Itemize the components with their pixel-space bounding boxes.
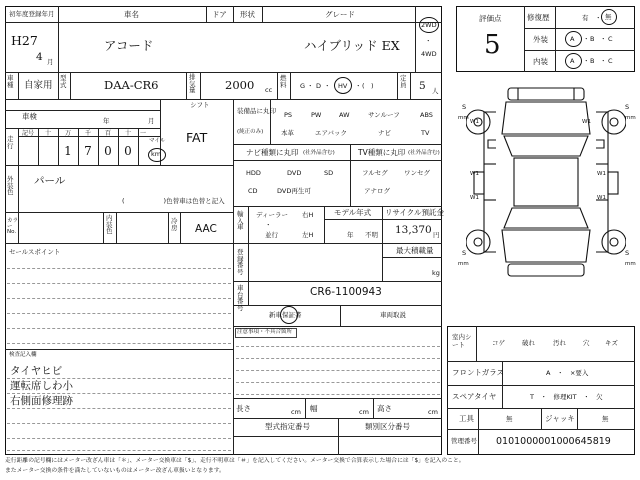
chassis-no-value: CR6-1100943 [310, 286, 382, 298]
equip-airbag: エアバック [315, 129, 347, 137]
fuel-other: ( ) [362, 82, 374, 90]
score-value: 5 [484, 30, 501, 60]
fuel-hv: HV [338, 82, 348, 90]
lbl-jack: ジャッキ [545, 414, 575, 423]
windshield-value: A ・ ×要入 [546, 369, 589, 377]
diagram-w1-f: W1 [597, 195, 606, 201]
int-grade-a: A [570, 57, 575, 65]
drive-2wd: 2WD [421, 21, 437, 29]
drive-dot: ・ [425, 37, 432, 45]
navi-dvd-play: DVD再生可 [277, 187, 311, 195]
length-cm: cm [291, 408, 301, 416]
tools-value: 無 [506, 415, 513, 423]
insp-month-unit: 月 [148, 117, 155, 125]
int-grade-b: B [590, 57, 595, 65]
height-cm: cm [428, 408, 438, 416]
lbl-tools: 工具 [459, 414, 474, 423]
ruled-line [7, 298, 231, 299]
fuel-dot-1: ・ [307, 82, 314, 90]
navi-cd: CD [248, 187, 258, 195]
ext-grade-c: C [608, 35, 613, 43]
odometer-header: 十 [44, 129, 51, 137]
diagram-w1-b: W1 [582, 119, 591, 125]
lbl-displacement: 排気量 [189, 73, 196, 94]
fuel-g: G [300, 82, 306, 90]
odometer-header: 十 [124, 129, 131, 137]
equip-tv: TV [421, 129, 430, 137]
navi-hdd: HDD [246, 169, 261, 177]
new-warranty: 新車保証書 [269, 311, 302, 319]
footer-note-1: 走行距離の記号欄にはメーター改ざん車は「＊」、メーター交換車は「$」、走行不明車は「＃」を記入してください。メーター交換で合算表示した場合には「$」を記入のこと。 [5, 458, 465, 464]
repair-no: 無 [605, 13, 612, 21]
ext-grade-a: A [570, 35, 575, 43]
ac-value: AAC [195, 223, 217, 235]
cc-unit: cc [265, 86, 273, 94]
equip-aw: AW [339, 111, 350, 119]
model-year-nen: 年 [347, 231, 354, 239]
odometer-digit [38, 136, 58, 165]
lbl-tv-type: TV種類に丸印 [358, 148, 406, 157]
diagram-mm-top-left: mm [458, 115, 469, 121]
equip-navi: ナビ [378, 129, 391, 137]
note-1: タイヤヒビ [10, 365, 63, 377]
lbl-model-year: モデル年式 [334, 208, 372, 217]
ruled-line [7, 268, 231, 269]
odometer-digit: 7 [84, 143, 92, 158]
odometer-digit: 0 [124, 143, 132, 158]
navi-dvd: DVD [287, 169, 302, 177]
ruled-line [7, 423, 231, 424]
lbl-exterior: 外装色 [7, 175, 14, 196]
ruled-line [236, 394, 440, 395]
lbl-max-load: 最大積載量 [396, 246, 434, 255]
width-cm: cm [359, 408, 369, 416]
jack-value: 無 [602, 415, 609, 423]
km-unit: km [151, 150, 162, 158]
mgmt-value: 0101000001000645819 [496, 436, 611, 447]
yen-unit: 円 [433, 231, 440, 239]
repair-dot: ・ [595, 14, 602, 22]
odometer-header: 記号 [21, 129, 34, 137]
ruled-line [7, 328, 231, 329]
lbl-navi-type: ナビ種類に丸印 [246, 148, 299, 157]
tv-oneseg: ワンセグ [404, 169, 430, 177]
ruled-line [7, 408, 231, 409]
lbl-notes-block: 注意事項・不具合箇所 [237, 329, 293, 335]
diagram-s-bottom-right: S [625, 249, 630, 257]
lbl-recycle: リサイクル預託金 [385, 208, 444, 217]
ruled-line [7, 450, 231, 451]
spare-value: T ・ 修理KIT ・ 欠 [530, 393, 603, 401]
model-year-unknown: 不明 [365, 231, 378, 239]
hdr-grade: グレード [325, 10, 355, 19]
odometer-digit: 1 [64, 143, 72, 158]
footer-note-2: またメーター交換の条件を満たしていないものはメーター改ざん車扱いとなります。 [5, 468, 225, 474]
lbl-windshield: フロントガラス [452, 368, 505, 377]
diagram-mm-bottom-right: mm [625, 261, 636, 267]
lbl-width: 幅 [310, 404, 318, 413]
lbl-ac: 冷房 [171, 217, 178, 232]
diagram-s-top-right: S [625, 103, 630, 111]
hdr-car-name: 車名 [124, 10, 139, 19]
lbl-capacity: 定員 [400, 74, 407, 89]
lbl-length: 長さ [236, 404, 251, 413]
seat-yabure: 破れ [522, 339, 535, 347]
lbl-score: 評価点 [479, 14, 502, 23]
capacity-value: 5 [419, 80, 426, 92]
diagram-w1-e: W1 [470, 195, 479, 201]
lbl-model: 型式 [60, 74, 67, 89]
ruled-line [7, 283, 231, 284]
diagram-w1-a: W1 [470, 119, 479, 125]
odometer-header: 一 [139, 129, 146, 137]
ext-grade-b: B [590, 35, 595, 43]
odometer-header: 百 [104, 129, 111, 137]
ruled-line [7, 378, 231, 379]
seat-ana: 穴 [583, 339, 590, 347]
equip-pw: PW [311, 111, 322, 119]
lbl-import: 輸入車 [237, 210, 244, 231]
int-dot-2: ・ [600, 57, 607, 65]
lbl-seat: 室内シート [452, 333, 472, 350]
manual: 車両取説 [380, 311, 406, 319]
ruled-line [236, 358, 440, 359]
lbl-chassis-no: 車台番号 [237, 284, 244, 312]
import-dealer-dot: ・ [265, 221, 272, 229]
lbl-spare: スペアタイヤ [452, 392, 497, 401]
lbl-color-no: カラーNo. [7, 218, 19, 235]
lbl-mileage: 走行 [7, 135, 14, 150]
hdr-shape: 形状 [240, 10, 255, 19]
import-left-h: 左H [302, 231, 314, 239]
ext-dot-2: ・ [600, 35, 607, 43]
ruled-line [236, 382, 440, 383]
lbl-use: 車種 [7, 74, 14, 89]
color-change-note: ( )色替車は色替と記入 [122, 197, 225, 205]
diagram-w1-d: W1 [597, 171, 606, 177]
equip-ps: PS [284, 111, 293, 119]
lbl-equipment: 装備品に丸印 [237, 107, 276, 115]
seat-yogore: 汚れ [553, 339, 566, 347]
lbl-class-no: 類別区分番号 [365, 422, 410, 431]
diagram-s-top-left: S [462, 103, 467, 111]
lbl-type-no: 型式指定番号 [265, 422, 310, 431]
displacement-value: 2000 [225, 78, 255, 92]
tv-analog: アナログ [364, 187, 390, 195]
ruled-line [7, 393, 231, 394]
diagram-w1-c: W1 [470, 171, 479, 177]
reg-year-value: H27 [11, 33, 38, 48]
mile-unit: マイル [149, 138, 166, 144]
lbl-mgmt: 管理番号 [451, 437, 477, 445]
kg-unit: kg [432, 269, 440, 277]
lbl-interior: 内装色 [106, 214, 113, 235]
odometer-header: 万 [64, 129, 71, 137]
capacity-unit: 人 [432, 87, 439, 95]
car-name-value: アコード [104, 38, 154, 53]
note-2: 運転席しわ小 [10, 380, 73, 392]
month-unit: 月 [47, 58, 54, 66]
diagram-s-bottom-left: S [462, 249, 467, 257]
note-3: 右側面修理跡 [10, 395, 73, 407]
ruled-line [7, 438, 231, 439]
fuel-dot-2: ・ [324, 82, 331, 90]
lbl-reg-no: 登録番号 [237, 248, 244, 276]
lbl-navi-sub: (社外品含む) [303, 150, 335, 156]
shift-value: FAT [186, 130, 208, 145]
int-dot-1: ・ [583, 57, 590, 65]
diagram-mm-top-right: mm [625, 115, 636, 121]
reg-month-value: 4 [36, 51, 43, 63]
int-grade-c: C [608, 57, 613, 65]
ruled-line [236, 370, 440, 371]
odometer-header: 千 [84, 129, 91, 137]
equip-abs: ABS [420, 111, 433, 119]
lbl-inspector-notes: 検査記入欄 [9, 352, 37, 358]
repair-yes: 有 [582, 14, 589, 22]
import-right-h: 右H [302, 211, 314, 219]
equip-leather: 本革 [281, 129, 294, 137]
lbl-ext-grade: 外装 [533, 35, 548, 44]
ruled-line [7, 343, 231, 344]
lbl-height: 高さ [377, 404, 392, 413]
hdr-reg-year: 初年度登録年月 [9, 10, 55, 18]
fuel-dot-3: ・ [355, 82, 362, 90]
seat-koge: コゲ [492, 339, 505, 347]
lbl-inspection: 車検 [22, 112, 37, 121]
lbl-tv-sub: (社外品含む) [408, 150, 440, 156]
hdr-door: ドア [212, 10, 227, 19]
import-parallel: 並行 [265, 231, 278, 239]
ext-color-value: パール [34, 175, 66, 187]
insp-year-unit: 年 [103, 117, 110, 125]
lbl-shift: シフト [190, 101, 210, 109]
navi-sd: SD [324, 169, 334, 177]
lbl-int-grade: 内装 [533, 57, 548, 66]
recycle-value: 13,370 [395, 224, 432, 236]
odometer-digit [18, 136, 38, 165]
lbl-repair-degree: 修復歴 [527, 13, 550, 22]
tv-fullseg: フルセグ [362, 169, 388, 177]
ruled-line [7, 313, 231, 314]
fuel-d: D [316, 82, 322, 90]
odometer-digit: 0 [104, 143, 112, 158]
ruled-line [236, 346, 440, 347]
equip-sunroof: サンルーフ [368, 111, 400, 119]
seat-kizu: キズ [605, 339, 618, 347]
lbl-equipment-sub: (純正のみ) [237, 129, 264, 135]
car-diagram [466, 82, 626, 282]
ext-dot-1: ・ [583, 35, 590, 43]
lbl-fuel: 燃料 [280, 74, 287, 89]
grade-value: ハイブリッド EX [304, 38, 400, 53]
model-value: DAA-CR6 [104, 78, 159, 92]
drive-4wd: 4WD [421, 50, 437, 58]
lbl-sales-point: セールスポイント [9, 248, 61, 256]
diagram-mm-bottom-left: mm [458, 261, 469, 267]
use-value: 自家用 [24, 80, 53, 91]
import-dealer: ディーラー [256, 211, 288, 219]
